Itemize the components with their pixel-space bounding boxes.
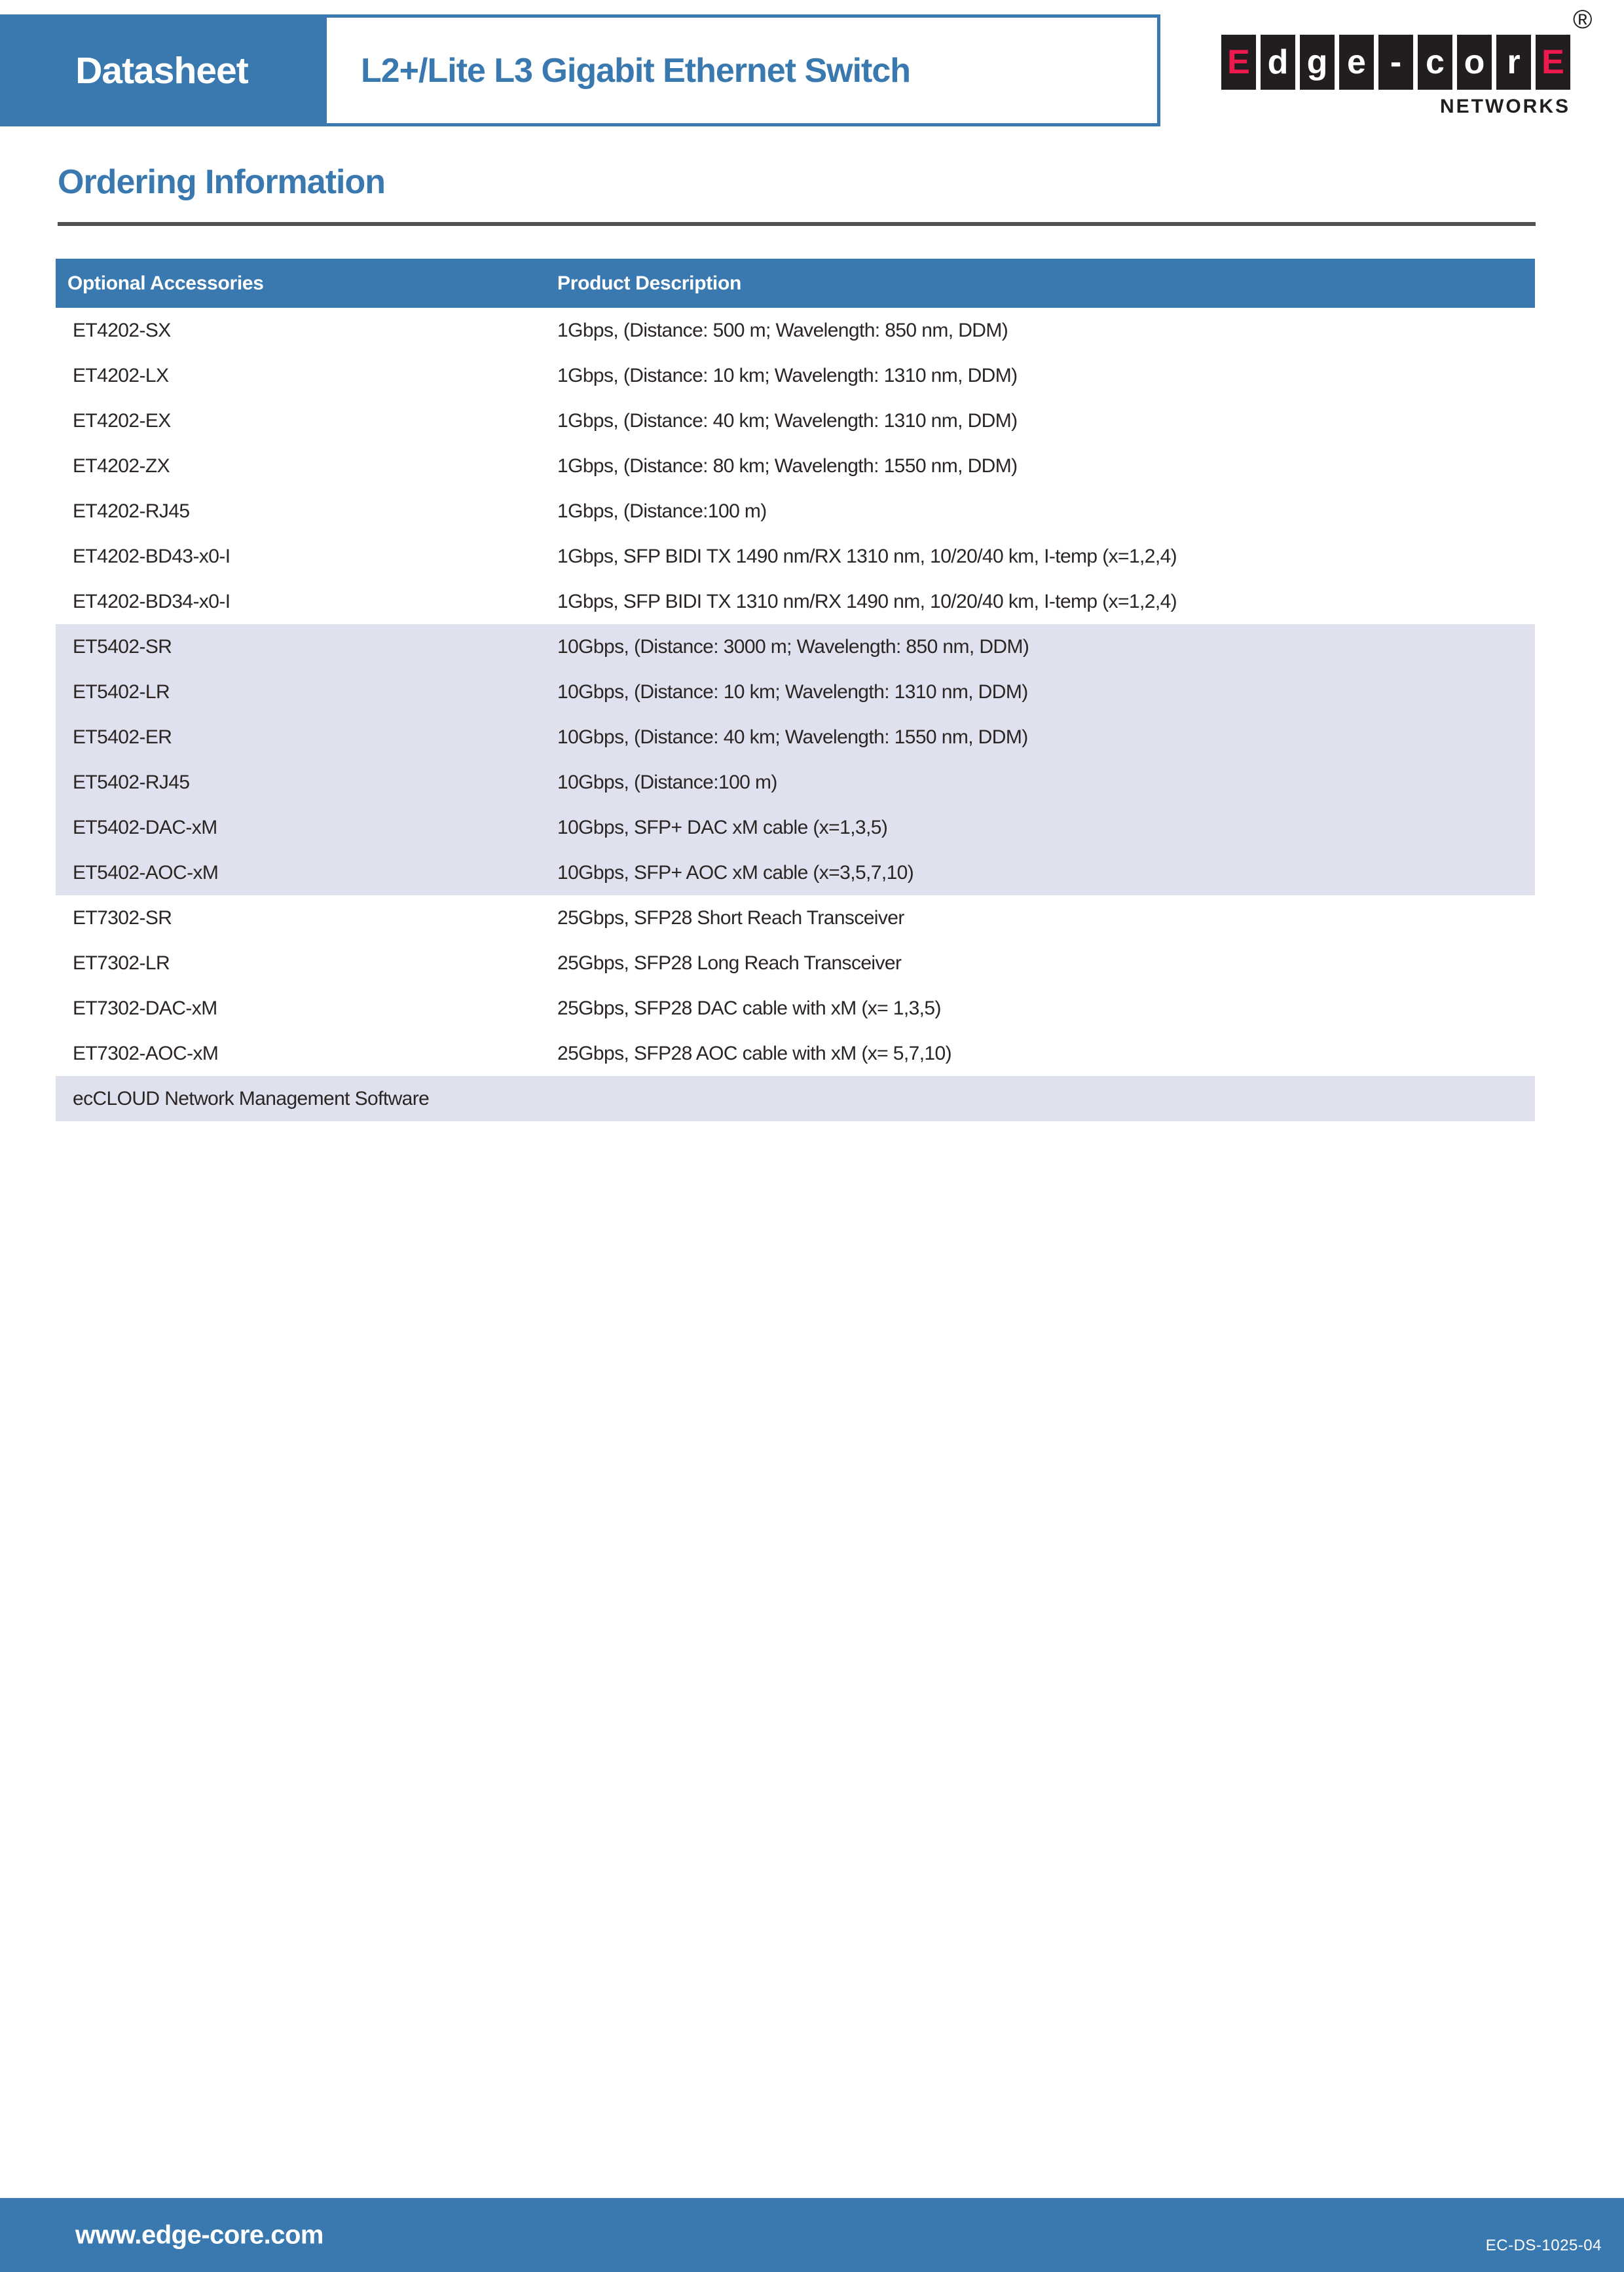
table-row — [56, 353, 1535, 398]
model-cell: ET7302-AOC-xM — [73, 1042, 219, 1064]
footer — [0, 2198, 1624, 2272]
logo-letter: c — [1418, 35, 1452, 90]
table-row — [56, 1031, 1535, 1076]
table-row — [56, 489, 1535, 534]
model-cell: ecCLOUD Network Management Software — [56, 1076, 1535, 1121]
description-cell: 25Gbps, SFP28 DAC cable with xM (x= 1,3,5) — [557, 997, 941, 1019]
registered-trademark-icon: ® — [1573, 5, 1593, 34]
logo-letter: - — [1378, 35, 1413, 90]
table-row — [56, 850, 1535, 895]
model-cell: ET7302-SR — [73, 906, 172, 929]
doc-title-box — [323, 14, 1160, 126]
model-cell: ET4202-BD34-x0-I — [73, 590, 231, 612]
model-cell: ET4202-ZX — [73, 455, 170, 477]
table-row — [56, 443, 1535, 489]
header-row — [56, 259, 1535, 308]
model-cell: ET5402-ER — [56, 715, 549, 760]
description-cell: 10Gbps, SFP+ AOC xM cable (x=3,5,7,10) — [549, 850, 1535, 895]
doc-title: L2+/Lite L3 Gigabit Ethernet Switch — [361, 51, 911, 90]
model-cell: ET5402-AOC-xM — [56, 850, 549, 895]
model-cell: ET4202-EX — [73, 409, 171, 432]
model-cell: ET7302-DAC-xM — [73, 997, 217, 1019]
logo-letter: e — [1339, 35, 1374, 90]
column-header-product-description: Product Description — [549, 259, 1535, 308]
section-heading: Ordering Information — [58, 163, 385, 201]
datasheet-badge — [0, 14, 323, 126]
description-cell: 1Gbps, (Distance: 500 m; Wavelength: 850 nm, DDM) — [557, 319, 1008, 341]
description-cell: 25Gbps, SFP28 Long Reach Transceiver — [557, 952, 902, 974]
model-cell: ET4202-LX — [73, 364, 169, 386]
logo-letter: E — [1221, 35, 1256, 90]
table-row — [56, 669, 1535, 715]
footer-url: www.edge-core.com — [75, 2220, 323, 2249]
model-cell: ET7302-LR — [73, 952, 170, 974]
description-cell: 1Gbps, (Distance: 40 km; Wavelength: 1310 nm, DDM) — [557, 409, 1018, 432]
logo-letter: o — [1457, 35, 1492, 90]
table-row — [56, 308, 1535, 353]
logo-networks-label: NETWORKS — [1440, 96, 1570, 117]
model-cell: ET4202-BD43-x0-I — [73, 545, 231, 567]
table-row — [56, 895, 1535, 940]
description-cell: 10Gbps, (Distance: 40 km; Wavelength: 1550 nm, DDM) — [549, 715, 1535, 760]
table-row — [56, 940, 1535, 986]
table-row — [56, 624, 1535, 669]
column-header-optional-accessories: Optional Accessories — [56, 259, 549, 308]
logo-letter: g — [1300, 35, 1335, 90]
logo-letter: E — [1536, 35, 1570, 90]
model-cell: ET5402-LR — [56, 669, 549, 715]
model-cell: ET4202-SX — [73, 319, 171, 341]
description-cell: 1Gbps, SFP BIDI TX 1310 nm/RX 1490 nm, 10/20/40 km, I-temp (x=1,2,4) — [557, 590, 1177, 612]
description-cell: 10Gbps, (Distance:100 m) — [549, 760, 1535, 805]
model-cell: ET5402-SR — [56, 624, 549, 669]
description-cell: 10Gbps, SFP+ DAC xM cable (x=1,3,5) — [549, 805, 1535, 850]
edgecore-logo — [1221, 35, 1570, 90]
description-cell: 10Gbps, (Distance: 10 km; Wavelength: 1310 nm, DDM) — [549, 669, 1535, 715]
logo-letter: d — [1261, 35, 1295, 90]
table-row — [56, 805, 1535, 850]
footer-doc-code: EC-DS-1025-04 — [1485, 2237, 1602, 2254]
table-row — [56, 579, 1535, 624]
table-row — [56, 534, 1535, 579]
table-row — [56, 986, 1535, 1031]
description-cell: 25Gbps, SFP28 Short Reach Transceiver — [557, 906, 904, 929]
datasheet-badge-label: Datasheet — [75, 49, 248, 92]
model-cell: ET5402-DAC-xM — [56, 805, 549, 850]
table-row — [56, 715, 1535, 760]
description-cell: 1Gbps, (Distance: 10 km; Wavelength: 1310 nm, DDM) — [557, 364, 1018, 386]
heading-rule — [58, 222, 1536, 226]
description-cell: 1Gbps, SFP BIDI TX 1490 nm/RX 1310 nm, 10/20/40 km, I-temp (x=1,2,4) — [557, 545, 1177, 567]
description-cell: 1Gbps, (Distance:100 m) — [557, 500, 767, 522]
table-row — [56, 760, 1535, 805]
model-cell: ET5402-RJ45 — [56, 760, 549, 805]
model-cell: ET4202-RJ45 — [73, 500, 190, 522]
ordering-table-header — [56, 259, 1535, 308]
table-row — [56, 1076, 1535, 1121]
description-cell: 10Gbps, (Distance: 3000 m; Wavelength: 850 nm, DDM) — [549, 624, 1535, 669]
table-row — [56, 398, 1535, 443]
description-cell: 25Gbps, SFP28 AOC cable with xM (x= 5,7,10) — [557, 1042, 951, 1064]
ordering-table — [56, 259, 1535, 1121]
logo-letter: r — [1496, 35, 1531, 90]
description-cell: 1Gbps, (Distance: 80 km; Wavelength: 1550 nm, DDM) — [557, 455, 1018, 477]
